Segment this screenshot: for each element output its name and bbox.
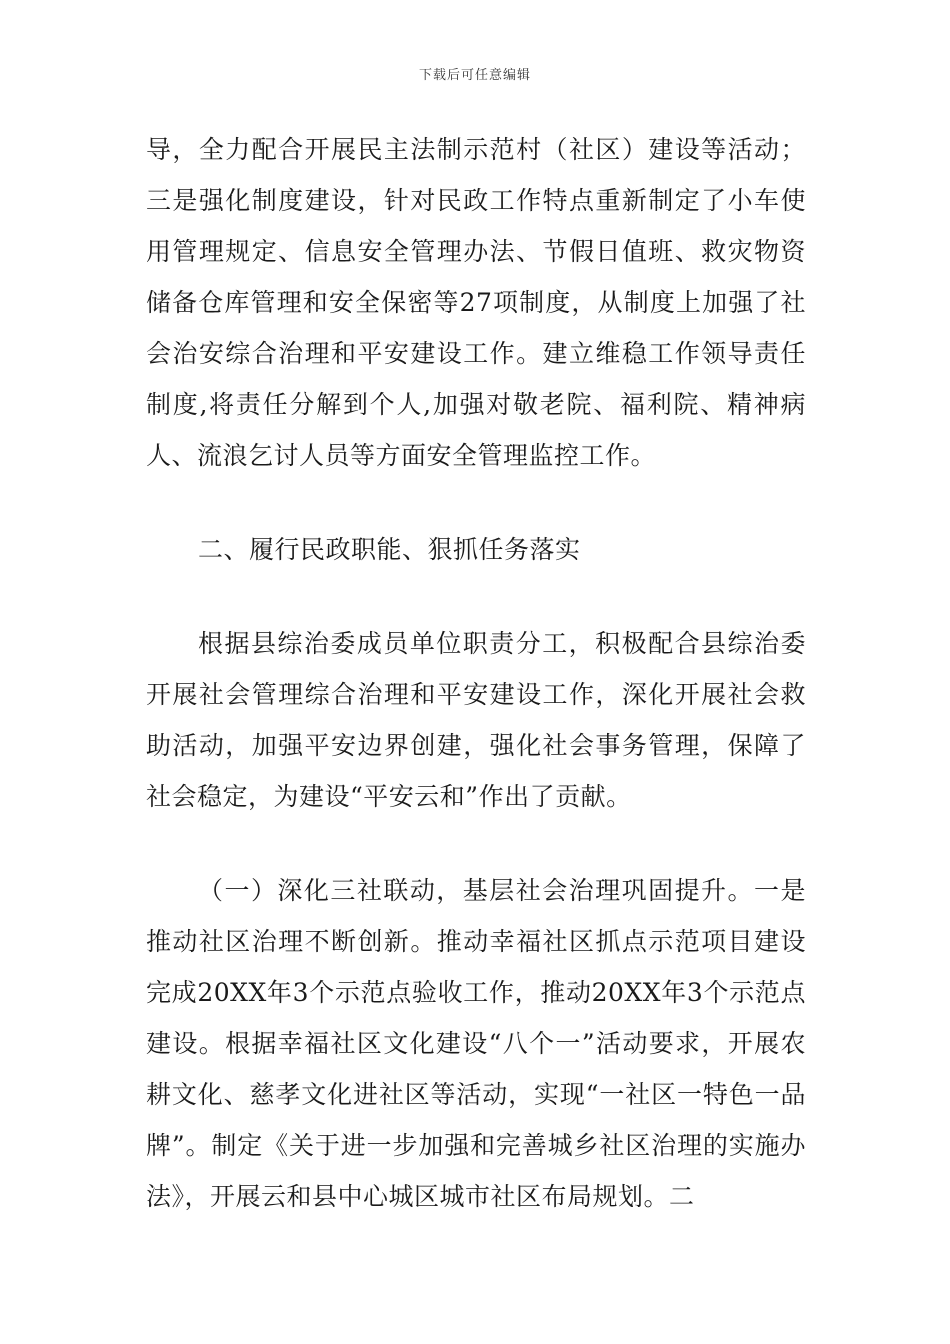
paragraph-gap — [146, 575, 806, 618]
paragraph-gap — [146, 822, 806, 865]
paragraph-subsection-1: （一）深化三社联动，基层社会治理巩固提升。一是推动社区治理不断创新。推动幸福社区抓点示范项目建设完成20XX年3个示范点验收工作，推动20XX年3个示范点建设。根据幸福社区文化建设“八个一”活动要求，开展农耕文化、慈孝文化进社区等活动，实现“一社区一特色一品牌”。制定《关于进一步加强和完善城乡社区治理的实施办法》，开展云和县中心城区城市社区布局规划。二 — [146, 876, 806, 1211]
paragraph-continuation: 导，全力配合开展民主法制示范村（社区）建设等活动；三是强化制度建设，针对民政工作特点重新制定了小车使用管理规定、信息安全管理办法、节假日值班、救灾物资储备仓库管理和安全保密等27项制度，从制度上加强了社会治安综合治理和平安建设工作。建立维稳工作领导责任制度,将责任分解到个人,加强对敬老院、福利院、精神病人、流浪乞讨人员等方面安全管理监控工作。 — [146, 135, 806, 470]
paragraph-intro: 根据县综治委成员单位职责分工，积极配合县综治委开展社会管理综合治理和平安建设工作，深化开展社会救助活动，加强平安边界创建，强化社会事务管理，保障了社会稳定，为建设“平安云和”作出了贡献。 — [146, 629, 806, 811]
section-heading: 二、履行民政职能、狠抓任务落实 — [198, 535, 581, 564]
document-body — [146, 124, 806, 1222]
paragraph-gap — [146, 481, 806, 524]
page-header: 下载后可任意编辑 — [418, 68, 531, 83]
